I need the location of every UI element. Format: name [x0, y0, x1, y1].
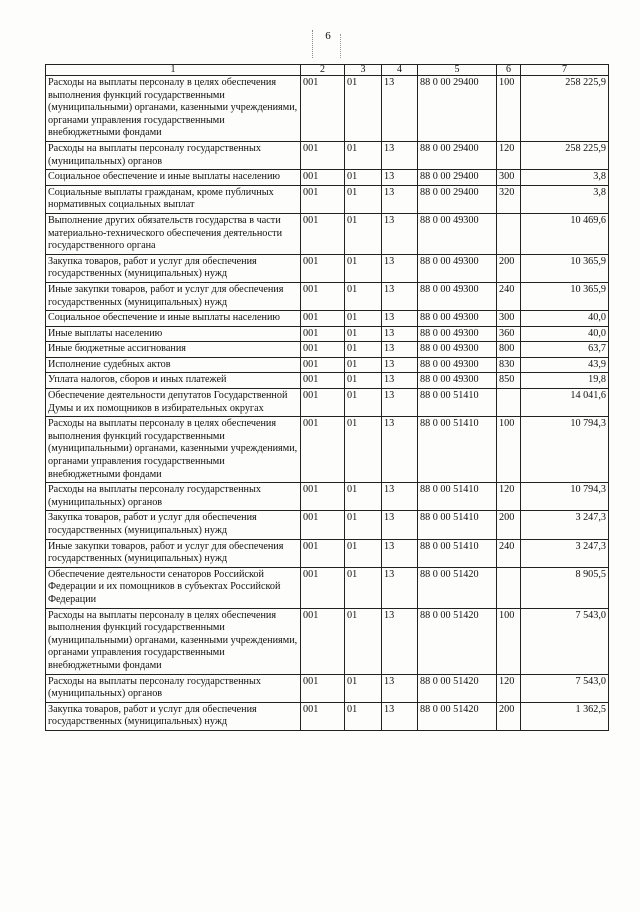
row-name-cell: Обеспечение деятельности депутатов Государственной Думы и их помощников в избирательных округах	[46, 389, 301, 417]
row-expense-type-cell: 360	[497, 326, 521, 342]
row-amount-cell: 40,0	[521, 311, 609, 327]
row-name-cell: Расходы на выплаты персоналу государственных (муниципальных) органов	[46, 483, 301, 511]
row-ministry-code-cell: 001	[301, 417, 345, 483]
row-ministry-code-cell: 001	[301, 141, 345, 169]
row-name-cell: Иные бюджетные ассигнования	[46, 342, 301, 358]
table-header-row	[46, 65, 609, 76]
row-subsection-code-cell: 13	[382, 608, 418, 674]
table-row	[46, 213, 609, 254]
row-amount-cell: 3,8	[521, 185, 609, 213]
row-name-cell: Социальное обеспечение и иные выплаты населению	[46, 170, 301, 186]
table-row	[46, 608, 609, 674]
row-expense-type-cell: 850	[497, 373, 521, 389]
column-header: 7	[521, 65, 609, 76]
row-target-article-cell: 88 0 00 49300	[418, 373, 497, 389]
row-section-code-cell: 01	[345, 311, 382, 327]
table-row	[46, 326, 609, 342]
table-row	[46, 170, 609, 186]
row-target-article-cell: 88 0 00 29400	[418, 76, 497, 142]
table-row	[46, 567, 609, 608]
row-amount-cell: 258 225,9	[521, 141, 609, 169]
row-target-article-cell: 88 0 00 51410	[418, 511, 497, 539]
row-ministry-code-cell: 001	[301, 311, 345, 327]
row-amount-cell: 10 365,9	[521, 254, 609, 282]
row-expense-type-cell: 240	[497, 539, 521, 567]
row-section-code-cell: 01	[345, 539, 382, 567]
row-target-article-cell: 88 0 00 51410	[418, 389, 497, 417]
row-subsection-code-cell: 13	[382, 141, 418, 169]
row-section-code-cell: 01	[345, 185, 382, 213]
row-amount-cell: 63,7	[521, 342, 609, 358]
table-row	[46, 373, 609, 389]
row-expense-type-cell	[497, 567, 521, 608]
row-amount-cell: 10 794,3	[521, 417, 609, 483]
table-row	[46, 282, 609, 310]
table-row	[46, 357, 609, 373]
row-expense-type-cell: 100	[497, 417, 521, 483]
row-amount-cell: 1 362,5	[521, 702, 609, 730]
row-target-article-cell: 88 0 00 29400	[418, 141, 497, 169]
row-amount-cell: 10 469,6	[521, 213, 609, 254]
row-target-article-cell: 88 0 00 49300	[418, 357, 497, 373]
row-subsection-code-cell: 13	[382, 389, 418, 417]
scan-mark-line	[340, 34, 342, 58]
row-amount-cell: 258 225,9	[521, 76, 609, 142]
row-target-article-cell: 88 0 00 49300	[418, 254, 497, 282]
row-section-code-cell: 01	[345, 702, 382, 730]
row-target-article-cell: 88 0 00 49300	[418, 342, 497, 358]
row-section-code-cell: 01	[345, 389, 382, 417]
row-expense-type-cell: 300	[497, 170, 521, 186]
row-subsection-code-cell: 13	[382, 213, 418, 254]
row-section-code-cell: 01	[345, 357, 382, 373]
row-ministry-code-cell: 001	[301, 326, 345, 342]
row-subsection-code-cell: 13	[382, 170, 418, 186]
row-amount-cell: 8 905,5	[521, 567, 609, 608]
row-subsection-code-cell: 13	[382, 326, 418, 342]
row-target-article-cell: 88 0 00 51420	[418, 608, 497, 674]
row-section-code-cell: 01	[345, 417, 382, 483]
row-section-code-cell: 01	[345, 342, 382, 358]
column-header: 4	[382, 65, 418, 76]
row-expense-type-cell: 800	[497, 342, 521, 358]
row-ministry-code-cell: 001	[301, 342, 345, 358]
row-name-cell: Социальные выплаты гражданам, кроме публичных нормативных социальных выплат	[46, 185, 301, 213]
table-row	[46, 389, 609, 417]
row-name-cell: Расходы на выплаты персоналу в целях обеспечения выполнения функций государственными (муниципальными) органами, казенными учреждениями, органами управления государственными внебюджетными фондами	[46, 608, 301, 674]
row-expense-type-cell: 200	[497, 702, 521, 730]
row-ministry-code-cell: 001	[301, 389, 345, 417]
row-name-cell: Обеспечение деятельности сенаторов Российской Федерации и их помощников в субъектах Российской Федерации	[46, 567, 301, 608]
row-section-code-cell: 01	[345, 567, 382, 608]
row-section-code-cell: 01	[345, 254, 382, 282]
row-ministry-code-cell: 001	[301, 357, 345, 373]
scan-mark-line	[312, 30, 314, 58]
row-target-article-cell: 88 0 00 49300	[418, 282, 497, 310]
row-amount-cell: 14 041,6	[521, 389, 609, 417]
row-subsection-code-cell: 13	[382, 674, 418, 702]
row-target-article-cell: 88 0 00 49300	[418, 326, 497, 342]
row-name-cell: Иные выплаты населению	[46, 326, 301, 342]
row-amount-cell: 40,0	[521, 326, 609, 342]
row-name-cell: Социальное обеспечение и иные выплаты населению	[46, 311, 301, 327]
row-target-article-cell: 88 0 00 49300	[418, 311, 497, 327]
row-amount-cell: 19,8	[521, 373, 609, 389]
row-ministry-code-cell: 001	[301, 483, 345, 511]
row-section-code-cell: 01	[345, 141, 382, 169]
column-header: 5	[418, 65, 497, 76]
row-name-cell: Выполнение других обязательств государства в части материально-технического обеспечения деятельности государственного органа	[46, 213, 301, 254]
row-expense-type-cell: 120	[497, 483, 521, 511]
row-subsection-code-cell: 13	[382, 254, 418, 282]
table-row	[46, 674, 609, 702]
column-header: 6	[497, 65, 521, 76]
row-ministry-code-cell: 001	[301, 213, 345, 254]
row-name-cell: Расходы на выплаты персоналу в целях обеспечения выполнения функций государственными (муниципальными) органами, казенными учреждениями, органами управления государственными внебюджетными фондами	[46, 417, 301, 483]
table-row	[46, 76, 609, 142]
row-section-code-cell: 01	[345, 76, 382, 142]
row-name-cell: Расходы на выплаты персоналу в целях обеспечения выполнения функций государственными (муниципальными) органами, казенными учреждениями, органами управления государственными внебюджетными фондами	[46, 76, 301, 142]
row-expense-type-cell	[497, 213, 521, 254]
row-amount-cell: 10 794,3	[521, 483, 609, 511]
row-target-article-cell: 88 0 00 29400	[418, 170, 497, 186]
row-amount-cell: 3,8	[521, 170, 609, 186]
table-row	[46, 185, 609, 213]
row-target-article-cell: 88 0 00 51410	[418, 417, 497, 483]
row-amount-cell: 7 543,0	[521, 674, 609, 702]
row-ministry-code-cell: 001	[301, 373, 345, 389]
row-subsection-code-cell: 13	[382, 342, 418, 358]
row-subsection-code-cell: 13	[382, 483, 418, 511]
table-row	[46, 254, 609, 282]
row-section-code-cell: 01	[345, 608, 382, 674]
table-row	[46, 417, 609, 483]
row-subsection-code-cell: 13	[382, 357, 418, 373]
row-ministry-code-cell: 001	[301, 254, 345, 282]
row-amount-cell: 43,9	[521, 357, 609, 373]
row-target-article-cell: 88 0 00 51420	[418, 674, 497, 702]
row-ministry-code-cell: 001	[301, 567, 345, 608]
row-expense-type-cell: 100	[497, 608, 521, 674]
row-ministry-code-cell: 001	[301, 76, 345, 142]
row-expense-type-cell: 320	[497, 185, 521, 213]
row-amount-cell: 7 543,0	[521, 608, 609, 674]
row-name-cell: Закупка товаров, работ и услуг для обеспечения государственных (муниципальных) нужд	[46, 511, 301, 539]
row-section-code-cell: 01	[345, 511, 382, 539]
row-expense-type-cell: 100	[497, 76, 521, 142]
row-section-code-cell: 01	[345, 282, 382, 310]
row-expense-type-cell: 120	[497, 141, 521, 169]
table-row	[46, 311, 609, 327]
table-row	[46, 702, 609, 730]
row-expense-type-cell: 300	[497, 311, 521, 327]
row-ministry-code-cell: 001	[301, 608, 345, 674]
row-expense-type-cell: 200	[497, 511, 521, 539]
row-ministry-code-cell: 001	[301, 170, 345, 186]
column-header: 1	[46, 65, 301, 76]
column-header: 2	[301, 65, 345, 76]
row-section-code-cell: 01	[345, 373, 382, 389]
row-section-code-cell: 01	[345, 326, 382, 342]
row-subsection-code-cell: 13	[382, 567, 418, 608]
row-subsection-code-cell: 13	[382, 511, 418, 539]
row-name-cell: Иные закупки товаров, работ и услуг для обеспечения государственных (муниципальных) нужд	[46, 282, 301, 310]
row-name-cell: Закупка товаров, работ и услуг для обеспечения государственных (муниципальных) нужд	[46, 254, 301, 282]
row-name-cell: Закупка товаров, работ и услуг для обеспечения государственных (муниципальных) нужд	[46, 702, 301, 730]
row-name-cell: Расходы на выплаты персоналу государственных (муниципальных) органов	[46, 674, 301, 702]
row-target-article-cell: 88 0 00 49300	[418, 213, 497, 254]
row-section-code-cell: 01	[345, 213, 382, 254]
row-expense-type-cell: 120	[497, 674, 521, 702]
row-target-article-cell: 88 0 00 51420	[418, 702, 497, 730]
row-subsection-code-cell: 13	[382, 702, 418, 730]
table-row	[46, 511, 609, 539]
row-amount-cell: 3 247,3	[521, 539, 609, 567]
row-target-article-cell: 88 0 00 29400	[418, 185, 497, 213]
table-body	[46, 76, 609, 731]
page-number: 6	[325, 30, 331, 42]
row-ministry-code-cell: 001	[301, 511, 345, 539]
row-name-cell: Исполнение судебных актов	[46, 357, 301, 373]
row-name-cell: Расходы на выплаты персоналу государственных (муниципальных) органов	[46, 141, 301, 169]
row-section-code-cell: 01	[345, 483, 382, 511]
row-expense-type-cell: 240	[497, 282, 521, 310]
row-ministry-code-cell: 001	[301, 702, 345, 730]
row-amount-cell: 3 247,3	[521, 511, 609, 539]
row-section-code-cell: 01	[345, 170, 382, 186]
row-expense-type-cell: 830	[497, 357, 521, 373]
row-name-cell: Уплата налогов, сборов и иных платежей	[46, 373, 301, 389]
row-subsection-code-cell: 13	[382, 311, 418, 327]
row-expense-type-cell: 200	[497, 254, 521, 282]
row-subsection-code-cell: 13	[382, 185, 418, 213]
row-name-cell: Иные закупки товаров, работ и услуг для обеспечения государственных (муниципальных) нужд	[46, 539, 301, 567]
table-row	[46, 141, 609, 169]
table-row	[46, 483, 609, 511]
row-expense-type-cell	[497, 389, 521, 417]
row-subsection-code-cell: 13	[382, 539, 418, 567]
row-amount-cell: 10 365,9	[521, 282, 609, 310]
row-target-article-cell: 88 0 00 51410	[418, 483, 497, 511]
table-row	[46, 342, 609, 358]
row-subsection-code-cell: 13	[382, 373, 418, 389]
row-ministry-code-cell: 001	[301, 539, 345, 567]
row-ministry-code-cell: 001	[301, 282, 345, 310]
row-target-article-cell: 88 0 00 51420	[418, 567, 497, 608]
row-ministry-code-cell: 001	[301, 185, 345, 213]
column-header: 3	[345, 65, 382, 76]
row-subsection-code-cell: 13	[382, 282, 418, 310]
row-section-code-cell: 01	[345, 674, 382, 702]
row-subsection-code-cell: 13	[382, 417, 418, 483]
row-subsection-code-cell: 13	[382, 76, 418, 142]
budget-table	[45, 64, 609, 731]
table-row	[46, 539, 609, 567]
row-target-article-cell: 88 0 00 51410	[418, 539, 497, 567]
row-ministry-code-cell: 001	[301, 674, 345, 702]
